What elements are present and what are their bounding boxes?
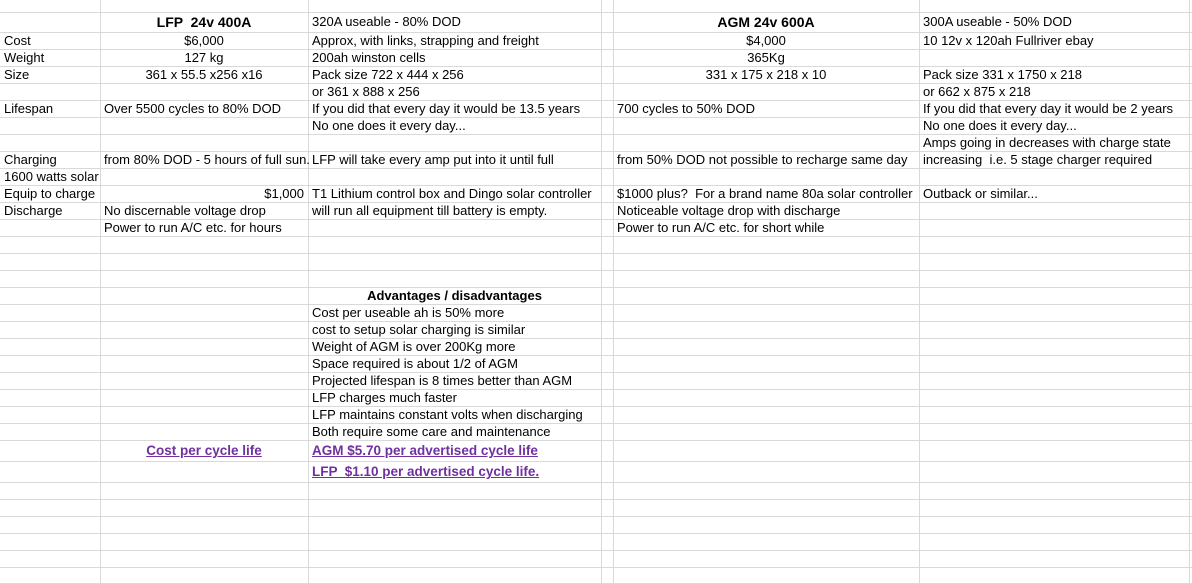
- cell-A13[interactable]: Discharge: [4, 203, 63, 218]
- cell-C22[interactable]: Space required is about 1/2 of AGM: [312, 356, 518, 371]
- cell-C27[interactable]: AGM $5.70 per advertised cycle life: [312, 443, 538, 458]
- cell-E5[interactable]: 331 x 175 x 218 x 10: [705, 67, 827, 82]
- cell-B27[interactable]: Cost per cycle life: [146, 443, 262, 458]
- cell-B14[interactable]: Power to run A/C etc. for hours: [104, 220, 282, 235]
- cell-F10[interactable]: increasing i.e. 5 stage charger required: [923, 152, 1153, 167]
- cell-A12[interactable]: Equip to charge: [4, 186, 96, 201]
- cell-E14[interactable]: Power to run A/C etc. for short while: [617, 220, 825, 235]
- cell-C18[interactable]: Advantages / disadvantages: [367, 288, 542, 303]
- row-gridline: [0, 236, 1192, 237]
- cell-C13[interactable]: will run all equipment till battery is empty.: [312, 203, 548, 218]
- cell-B13[interactable]: No discernable voltage drop: [104, 203, 266, 218]
- row-gridline: [0, 533, 1192, 534]
- cell-C26[interactable]: Both require some care and maintenance: [312, 424, 551, 439]
- cell-C5[interactable]: Pack size 722 x 444 x 256: [312, 67, 464, 82]
- cell-C12[interactable]: T1 Lithium control box and Dingo solar controller: [312, 186, 592, 201]
- row-gridline: [0, 482, 1192, 483]
- cell-F12[interactable]: Outback or similar...: [923, 186, 1038, 201]
- row-gridline: [0, 567, 1192, 568]
- row-gridline: [0, 516, 1192, 517]
- cell-B12[interactable]: $1,000: [264, 186, 304, 201]
- cell-F8[interactable]: No one does it every day...: [923, 118, 1077, 133]
- cell-C21[interactable]: Weight of AGM is over 200Kg more: [312, 339, 516, 354]
- cell-C25[interactable]: LFP maintains constant volts when discharging: [312, 407, 583, 422]
- cell-E10[interactable]: from 50% DOD not possible to recharge same day: [617, 152, 908, 167]
- row-gridline: [0, 253, 1192, 254]
- cell-E3[interactable]: $4,000: [746, 33, 786, 48]
- column-gridline: [613, 0, 614, 584]
- row-gridline: [0, 270, 1192, 271]
- cell-B5[interactable]: 361 x 55.5 x256 x16: [145, 67, 263, 82]
- column-gridline: [601, 0, 602, 584]
- cell-F9[interactable]: Amps going in decreases with charge state: [923, 135, 1171, 150]
- cell-C2[interactable]: 320A useable - 80% DOD: [312, 14, 461, 29]
- cell-A3[interactable]: Cost: [4, 33, 31, 48]
- row-gridline: [0, 499, 1192, 500]
- row-gridline: [0, 168, 1192, 169]
- cell-E2[interactable]: AGM 24v 600A: [717, 14, 815, 30]
- cell-C19[interactable]: Cost per useable ah is 50% more: [312, 305, 505, 320]
- cell-F5[interactable]: Pack size 331 x 1750 x 218: [923, 67, 1082, 82]
- cell-A4[interactable]: Weight: [4, 50, 45, 65]
- cell-E4[interactable]: 365Kg: [747, 50, 785, 65]
- cell-A5[interactable]: Size: [4, 67, 30, 82]
- cell-C7[interactable]: If you did that every day it would be 13.5 years: [312, 101, 581, 116]
- column-gridline: [100, 0, 101, 584]
- cell-C6[interactable]: or 361 x 888 x 256: [312, 84, 420, 99]
- cell-C28[interactable]: LFP $1.10 per advertised cycle life.: [312, 464, 540, 479]
- cell-F3[interactable]: 10 12v x 120ah Fullriver ebay: [923, 33, 1094, 48]
- cell-C10[interactable]: LFP will take every amp put into it until full: [312, 152, 554, 167]
- row-gridline: [0, 550, 1192, 551]
- cell-E13[interactable]: Noticeable voltage drop with discharge: [617, 203, 841, 218]
- cell-C8[interactable]: No one does it every day...: [312, 118, 466, 133]
- cell-F7[interactable]: If you did that every day it would be 2 years: [923, 101, 1174, 116]
- cell-B7[interactable]: Over 5500 cycles to 80% DOD: [104, 101, 282, 116]
- cell-C20[interactable]: cost to setup solar charging is similar: [312, 322, 526, 337]
- cell-B10[interactable]: from 80% DOD - 5 hours of full sun.: [104, 152, 310, 167]
- cell-E7[interactable]: 700 cycles to 50% DOD: [617, 101, 756, 116]
- cell-E12[interactable]: $1000 plus? For a brand name 80a solar controller: [617, 186, 913, 201]
- cell-B2[interactable]: LFP 24v 400A: [156, 14, 252, 30]
- cell-F6[interactable]: or 662 x 875 x 218: [923, 84, 1031, 99]
- cell-B4[interactable]: 127 kg: [184, 50, 224, 65]
- cell-A7[interactable]: Lifespan: [4, 101, 54, 116]
- cell-A11[interactable]: 1600 watts solar: [4, 169, 99, 184]
- cell-C23[interactable]: Projected lifespan is 8 times better than AGM: [312, 373, 573, 388]
- cell-F2[interactable]: 300A useable - 50% DOD: [923, 14, 1072, 29]
- cell-C24[interactable]: LFP charges much faster: [312, 390, 457, 405]
- cell-A10[interactable]: Charging: [4, 152, 57, 167]
- cell-C3[interactable]: Approx, with links, strapping and freight: [312, 33, 539, 48]
- cell-C4[interactable]: 200ah winston cells: [312, 50, 426, 65]
- cell-B3[interactable]: $6,000: [184, 33, 224, 48]
